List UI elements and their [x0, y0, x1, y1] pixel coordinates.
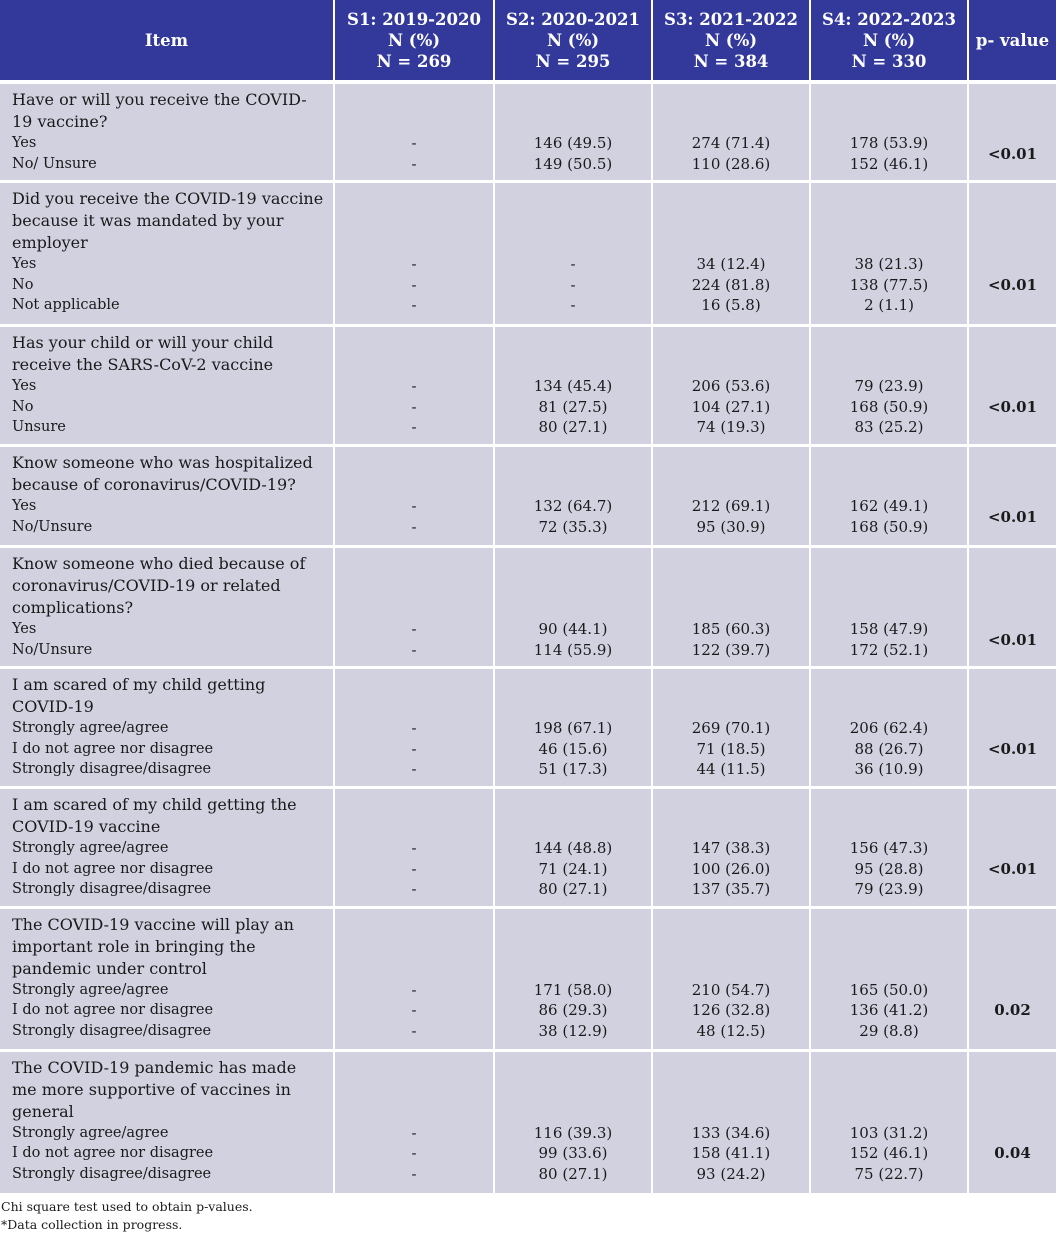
- count-percent-value: 162 (49.1): [849, 497, 929, 515]
- dash-value: -: [411, 839, 417, 857]
- p-value-cell: [969, 84, 1056, 183]
- count-percent-value: 224 (81.8): [691, 275, 771, 294]
- header-row: [0, 0, 1056, 80]
- count-percent-value: 158 (41.1): [691, 1144, 771, 1162]
- dash-value: -: [411, 1001, 417, 1019]
- table-notes: [0, 1196, 1056, 1234]
- question-line: important role in bringing the: [12, 936, 256, 956]
- p-value-cell: [969, 1052, 1056, 1196]
- dash-value: -: [411, 980, 417, 999]
- dash-value: -: [411, 880, 417, 898]
- count-percent-value: 147 (38.3): [691, 839, 771, 857]
- footnote: Chi square test used to obtain p-values.: [1, 1198, 253, 1214]
- column-header-pvalue: [969, 0, 1056, 80]
- s2-values: [495, 447, 651, 537]
- count-percent-value: 100 (26.0): [691, 859, 771, 878]
- s4-values: [811, 447, 967, 537]
- count-percent-value: 168 (50.9): [849, 517, 929, 536]
- header-line: N = 295: [535, 51, 611, 71]
- s2-cell: [495, 548, 653, 669]
- table-row: [0, 447, 1056, 548]
- p-value: 0.02: [994, 1001, 1031, 1020]
- column-header-s4: [811, 0, 969, 80]
- count-percent-value: 146 (49.5): [533, 134, 613, 152]
- question-line: Know someone who was hospitalized: [12, 453, 313, 472]
- question-line: The COVID-19 vaccine will play an: [12, 914, 294, 934]
- s4-cell: [811, 789, 969, 909]
- s4-values: [811, 669, 967, 780]
- count-percent-value: 95 (30.9): [696, 517, 766, 536]
- header-line: S4: 2022-2023: [822, 9, 956, 29]
- p-value-cell: [969, 548, 1056, 669]
- count-percent-value: 114 (55.9): [533, 640, 613, 659]
- s2-values: [495, 84, 651, 174]
- p-value-cell: [969, 327, 1056, 447]
- count-percent-value: 165 (50.0): [849, 980, 929, 999]
- dash-value: -: [411, 497, 417, 515]
- s2-cell: [495, 183, 653, 327]
- option-label: I do not agree nor disagree: [12, 1145, 214, 1161]
- question-line: employer: [12, 233, 88, 252]
- header-line: S2: 2020-2021: [506, 9, 640, 29]
- question-text: [12, 914, 327, 980]
- count-percent-value: 137 (35.7): [691, 880, 771, 898]
- header-line: S1: 2019-2020: [347, 9, 481, 29]
- s3-values: [653, 548, 809, 660]
- option-label: Yes: [12, 498, 37, 514]
- count-percent-value: 80 (27.1): [538, 880, 608, 898]
- p-value-cell: [969, 669, 1056, 789]
- column-header-item: [0, 0, 335, 80]
- s1-cell: [335, 789, 495, 909]
- dash-value: -: [411, 377, 417, 395]
- count-percent-value: 95 (28.8): [854, 859, 924, 878]
- question-line: Have or will you receive the COVID-: [12, 90, 307, 109]
- s3-cell: [653, 327, 811, 447]
- s3-cell: [653, 1052, 811, 1196]
- item-cell: [0, 327, 335, 447]
- header-line: p- value: [975, 30, 1050, 50]
- s1-cell: [335, 183, 495, 327]
- question-line: because it was mandated by your: [12, 211, 284, 230]
- count-percent-value: 212 (69.1): [691, 497, 771, 515]
- item-cell: [0, 447, 335, 548]
- count-percent-value: 88 (26.7): [854, 739, 924, 758]
- count-percent-value: 44 (11.5): [696, 760, 766, 778]
- s3-values: [653, 1052, 809, 1185]
- question-line: I am scared of my child getting the: [12, 795, 297, 814]
- s4-values: [811, 183, 967, 316]
- dash-value: -: [411, 620, 417, 638]
- s1-values: [335, 447, 493, 537]
- count-percent-value: 79 (23.9): [854, 377, 924, 395]
- count-percent-value: 149 (50.5): [533, 154, 613, 173]
- count-percent-value: 171 (58.0): [533, 980, 613, 999]
- item-cell: [0, 669, 335, 789]
- dash-value: -: [570, 255, 576, 273]
- dash-value: -: [411, 640, 417, 659]
- count-percent-value: 138 (77.5): [849, 275, 929, 294]
- count-percent-value: 38 (12.9): [538, 1021, 608, 1040]
- count-percent-value: 158 (47.9): [849, 620, 929, 638]
- dash-value: -: [411, 154, 417, 173]
- table-row: [0, 548, 1056, 669]
- count-percent-value: 126 (32.8): [691, 1001, 771, 1019]
- count-percent-value: 269 (70.1): [691, 719, 771, 737]
- option-label: I do not agree nor disagree: [12, 1002, 214, 1018]
- item-cell: [0, 548, 335, 669]
- s2-values: [495, 789, 651, 900]
- count-percent-value: 172 (52.1): [849, 640, 929, 659]
- count-percent-value: 34 (12.4): [696, 255, 766, 273]
- count-percent-value: 116 (39.3): [533, 1123, 613, 1142]
- p-value: <0.01: [987, 630, 1038, 649]
- s3-values: [653, 183, 809, 316]
- count-percent-value: 206 (62.4): [849, 719, 929, 737]
- dash-value: -: [411, 1123, 417, 1142]
- s4-values: [811, 84, 967, 174]
- s1-values: [335, 909, 493, 1042]
- count-percent-value: 83 (25.2): [854, 418, 924, 436]
- option-label: Strongly agree/agree: [12, 981, 169, 998]
- dash-value: -: [411, 760, 417, 778]
- count-percent-value: 274 (71.4): [691, 134, 771, 152]
- count-percent-value: 168 (50.9): [849, 397, 929, 416]
- option-label: Unsure: [12, 419, 66, 435]
- question-line: COVID-19 vaccine: [12, 817, 161, 836]
- count-percent-value: 152 (46.1): [849, 1144, 929, 1162]
- question-text: [12, 188, 327, 254]
- s4-values: [811, 1052, 967, 1185]
- question-line: coronavirus/COVID-19 or related: [12, 576, 281, 595]
- dash-value: -: [411, 134, 417, 152]
- question-text: [12, 553, 327, 619]
- option-label: No/Unsure: [12, 518, 93, 535]
- dash-value: -: [411, 255, 417, 273]
- s3-cell: [653, 183, 811, 327]
- s2-values: [495, 327, 651, 438]
- s4-cell: [811, 1052, 969, 1196]
- option-label: Yes: [12, 621, 37, 637]
- question-text: [12, 452, 327, 496]
- s1-values: [335, 669, 493, 780]
- question-line: Has your child or will your child: [12, 333, 274, 352]
- s2-cell: [495, 1052, 653, 1196]
- option-label: No/ Unsure: [12, 155, 97, 172]
- count-percent-value: 134 (45.4): [533, 377, 613, 395]
- count-percent-value: 156 (47.3): [849, 839, 929, 857]
- option-label: Strongly disagree/disagree: [12, 1165, 212, 1182]
- dash-value: -: [411, 1021, 417, 1040]
- option-label: Strongly disagree/disagree: [12, 761, 212, 777]
- question-line: me more supportive of vaccines in: [12, 1079, 291, 1099]
- count-percent-value: 36 (10.9): [854, 760, 924, 778]
- s3-cell: [653, 447, 811, 548]
- dash-value: -: [411, 296, 417, 314]
- p-value-cell: [969, 447, 1056, 548]
- dash-value: -: [570, 275, 576, 294]
- s4-cell: [811, 183, 969, 327]
- s1-cell: [335, 1052, 495, 1196]
- option-label: Not applicable: [12, 297, 120, 313]
- count-percent-value: 185 (60.3): [691, 620, 771, 638]
- table-row: [0, 1052, 1056, 1196]
- s2-cell: [495, 669, 653, 789]
- s1-cell: [335, 669, 495, 789]
- count-percent-value: 103 (31.2): [849, 1123, 929, 1142]
- count-percent-value: 104 (27.1): [691, 397, 771, 416]
- question-line: Did you receive the COVID-19 vaccine: [12, 189, 324, 208]
- count-percent-value: 99 (33.6): [538, 1144, 608, 1162]
- table-header: [0, 0, 1056, 84]
- question-line: COVID-19: [12, 697, 94, 716]
- header-line: N (%): [546, 30, 600, 50]
- count-percent-value: 90 (44.1): [538, 620, 608, 638]
- s1-values: [335, 1052, 493, 1185]
- column-header-s3: [653, 0, 811, 80]
- item-cell: [0, 909, 335, 1052]
- count-percent-value: 71 (24.1): [538, 859, 608, 878]
- s3-cell: [653, 669, 811, 789]
- count-percent-value: 2 (1.1): [864, 296, 914, 314]
- count-percent-value: 75 (22.7): [854, 1164, 924, 1183]
- dash-value: -: [411, 275, 417, 294]
- s4-cell: [811, 548, 969, 669]
- column-header-s1: [335, 0, 495, 80]
- question-line: receive the SARS-CoV-2 vaccine: [12, 355, 274, 374]
- dash-value: -: [411, 859, 417, 878]
- dash-value: -: [411, 719, 417, 737]
- option-label: No: [12, 276, 34, 293]
- question-line: pandemic under control: [12, 958, 207, 978]
- p-value: 0.04: [994, 1144, 1031, 1163]
- dash-value: -: [411, 397, 417, 416]
- s1-cell: [335, 548, 495, 669]
- dash-value: -: [570, 296, 576, 314]
- option-label: Strongly disagree/disagree: [12, 881, 212, 897]
- s4-values: [811, 548, 967, 660]
- table-body: [0, 84, 1056, 1196]
- p-value-cell: [969, 183, 1056, 327]
- count-percent-value: 132 (64.7): [533, 497, 613, 515]
- p-value: <0.01: [987, 144, 1038, 163]
- option-label: Strongly agree/agree: [12, 840, 169, 856]
- question-line: The COVID-19 pandemic has made: [12, 1057, 297, 1077]
- s1-values: [335, 548, 493, 660]
- s1-cell: [335, 84, 495, 183]
- s3-values: [653, 84, 809, 174]
- s4-values: [811, 327, 967, 438]
- count-percent-value: 198 (67.1): [533, 719, 613, 737]
- item-cell: [0, 183, 335, 327]
- s1-values: [335, 183, 493, 316]
- question-line: 19 vaccine?: [12, 112, 108, 131]
- s4-cell: [811, 669, 969, 789]
- option-label: Yes: [12, 135, 37, 151]
- s2-cell: [495, 447, 653, 548]
- question-line: complications?: [12, 598, 134, 617]
- s3-values: [653, 909, 809, 1042]
- s4-values: [811, 789, 967, 900]
- s2-cell: [495, 789, 653, 909]
- question-text: [12, 674, 327, 718]
- s2-cell: [495, 84, 653, 183]
- question-line: because of coronavirus/COVID-19?: [12, 475, 296, 494]
- question-line: general: [12, 1101, 74, 1121]
- count-percent-value: 178 (53.9): [849, 134, 929, 152]
- item-cell: [0, 84, 335, 183]
- s3-cell: [653, 909, 811, 1052]
- s3-values: [653, 447, 809, 537]
- header-line: N = 330: [851, 51, 927, 71]
- s3-values: [653, 327, 809, 438]
- p-value: <0.01: [987, 397, 1038, 416]
- p-value: <0.01: [987, 507, 1038, 526]
- question-text: [12, 332, 327, 376]
- dash-value: -: [411, 739, 417, 758]
- p-value: <0.01: [987, 275, 1038, 294]
- s1-cell: [335, 327, 495, 447]
- s1-cell: [335, 447, 495, 548]
- footnote: *Data collection in progress.: [1, 1216, 183, 1232]
- s2-values: [495, 183, 651, 316]
- s3-cell: [653, 789, 811, 909]
- header-line: N (%): [862, 30, 916, 50]
- s1-cell: [335, 909, 495, 1052]
- s2-values: [495, 909, 651, 1042]
- option-label: Yes: [12, 378, 37, 394]
- option-label: Strongly agree/agree: [12, 1124, 169, 1141]
- header-line: N = 269: [376, 51, 452, 71]
- option-label: I do not agree nor disagree: [12, 860, 214, 877]
- count-percent-value: 210 (54.7): [691, 980, 771, 999]
- s4-cell: [811, 447, 969, 548]
- p-value-cell: [969, 789, 1056, 909]
- count-percent-value: 206 (53.6): [691, 377, 771, 395]
- s2-values: [495, 669, 651, 780]
- question-text: [12, 1057, 327, 1123]
- count-percent-value: 152 (46.1): [849, 154, 929, 173]
- p-value-cell: [969, 909, 1056, 1052]
- dash-value: -: [411, 1144, 417, 1162]
- question-text: [12, 794, 327, 838]
- item-cell: [0, 1052, 335, 1196]
- item-cell: [0, 789, 335, 909]
- count-percent-value: 16 (5.8): [701, 296, 761, 314]
- s4-cell: [811, 909, 969, 1052]
- s2-values: [495, 1052, 651, 1185]
- s3-cell: [653, 84, 811, 183]
- question-line: Know someone who died because of: [12, 554, 306, 573]
- count-percent-value: 38 (21.3): [854, 255, 924, 273]
- p-value: <0.01: [987, 739, 1038, 758]
- s2-cell: [495, 909, 653, 1052]
- header-line: S3: 2021-2022: [664, 9, 798, 29]
- count-percent-value: 122 (39.7): [691, 640, 771, 659]
- count-percent-value: 48 (12.5): [696, 1021, 766, 1040]
- count-percent-value: 79 (23.9): [854, 880, 924, 898]
- dash-value: -: [411, 1164, 417, 1183]
- option-label: Strongly disagree/disagree: [12, 1022, 212, 1039]
- column-header-s2: [495, 0, 653, 80]
- count-percent-value: 74 (19.3): [696, 418, 766, 436]
- s3-values: [653, 669, 809, 780]
- count-percent-value: 81 (27.5): [538, 397, 608, 416]
- option-label: No: [12, 398, 34, 415]
- count-percent-value: 80 (27.1): [538, 1164, 608, 1183]
- table-row: [0, 183, 1056, 327]
- option-label: No/Unsure: [12, 641, 93, 658]
- table-row: [0, 327, 1056, 447]
- s4-cell: [811, 84, 969, 183]
- table-row: [0, 789, 1056, 909]
- dash-value: -: [411, 517, 417, 536]
- s2-values: [495, 548, 651, 660]
- count-percent-value: 29 (8.8): [859, 1021, 919, 1040]
- count-percent-value: 71 (18.5): [696, 739, 766, 758]
- header-line: N = 384: [693, 51, 769, 71]
- s4-values: [811, 909, 967, 1042]
- s3-values: [653, 789, 809, 900]
- count-percent-value: 133 (34.6): [691, 1123, 771, 1142]
- table-row: [0, 909, 1056, 1052]
- s1-values: [335, 327, 493, 438]
- s1-values: [335, 84, 493, 174]
- count-percent-value: 86 (29.3): [538, 1001, 608, 1019]
- question-text: [12, 89, 327, 133]
- count-percent-value: 136 (41.2): [849, 1001, 929, 1019]
- table-row: [0, 669, 1056, 789]
- count-percent-value: 80 (27.1): [538, 418, 608, 436]
- p-value: <0.01: [987, 859, 1038, 878]
- question-line: I am scared of my child getting: [12, 675, 266, 694]
- count-percent-value: 72 (35.3): [538, 517, 608, 536]
- option-label: Strongly agree/agree: [12, 720, 169, 736]
- option-label: Yes: [12, 256, 37, 272]
- count-percent-value: 93 (24.2): [696, 1164, 766, 1183]
- count-percent-value: 144 (48.8): [533, 839, 613, 857]
- s2-cell: [495, 327, 653, 447]
- s3-cell: [653, 548, 811, 669]
- count-percent-value: 51 (17.3): [538, 760, 608, 778]
- option-label: I do not agree nor disagree: [12, 740, 214, 757]
- table-row: [0, 84, 1056, 183]
- s4-cell: [811, 327, 969, 447]
- count-percent-value: 110 (28.6): [691, 154, 771, 173]
- header-line: Item: [144, 30, 189, 50]
- header-line: N (%): [704, 30, 758, 50]
- dash-value: -: [411, 418, 417, 436]
- header-line: N (%): [387, 30, 441, 50]
- count-percent-value: 46 (15.6): [538, 739, 608, 758]
- s1-values: [335, 789, 493, 900]
